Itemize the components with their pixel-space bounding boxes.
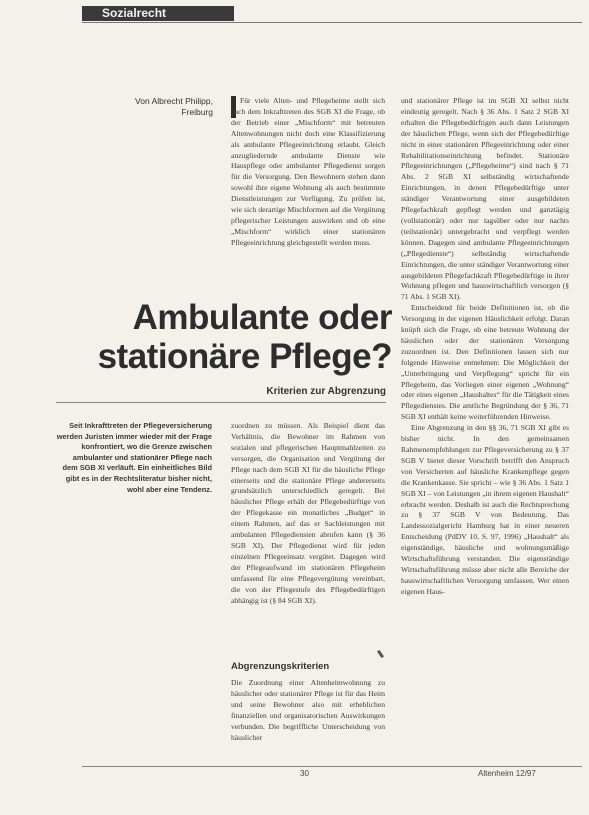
issue-label: Altenheim 12/97 (478, 769, 536, 778)
article-subhead: Kriterien zur Abgrenzung (266, 386, 386, 397)
right-paragraph-1: und stationärer Pflege ist im SGB XI selbst nicht eindeutig geregelt. Nach § 36 Abs. 1 Satz 2 SGB XI erhalten die Pflegebedürftigen auch dann Leistungen der häuslichen Pflege, wenn sich der Pflegebedürftige nicht in einer stationären Pflegeeinrichtung oder einer Rehabilitationseinrichtung befindet. Stationäre Pflegeeinrichtungen („Pflegeheime“) sind nach § 71 Abs. 2 SGB XI selbständig wirtschaftende Einrichtungen, in denen Pflegebedürftige unter ständiger Verantwortung einer ausgebildeten Pflegefachkraft gepflegt werden und ganztägig (vollstationär) oder nur tagsüber oder nur nachts (teilstationär) untergebracht und verpflegt werden können. Dagegen sind ambulante Pflegeeinrichtungen („Pflegedienste“) selbständig wirtschaftende Einrichtungen, die unter ständiger Verantwortung einer ausgebildeten Pflegefachkraft Pflegebedürftige in ihrer Wohnung pflegen und hauswirtschaftlich versorgen (§ 71 Abs. 1 SGB XI). (401, 96, 569, 302)
page-number: 30 (300, 769, 309, 778)
section-heading: Abgrenzungskriterien (231, 661, 330, 672)
author-byline (95, 96, 213, 118)
bottom-rule (82, 766, 582, 767)
headline-line-1: Ambulante oder (132, 298, 392, 337)
section-column (231, 678, 385, 752)
section-paragraph: Die Zuordnung einer Altenheimwohnung zu häuslicher oder stationärer Pflege ist für das Heim und seine Bewohner also mit erheblichen finanziellen und organisatorischen Auswirkungen verbunden. Die begriffliche Unterscheidung von häuslicher (231, 678, 385, 742)
right-paragraph-2: Entscheidend für beide Definitionen ist, ob die Versorgung in der eigenen Häuslichkeit erfolgt. Daran knüpft sich die Frage, ob eine betreute Wohnung der häuslichen oder der stationären Versorgung zuzuordnen ist. Den Definitionen lassen sich nur folgende Hinweise entnehmen: Die Möglichkeit der „Unterbringung und Verpflegung“ spricht für ein Pflegeheim, das Vorliegen einer eigenen „Wohnung“ oder eines eigenen „Haushaltes“ für die Tätigkeit eines Pflegedienstes. Die amtliche Begründung der § 36, 71 SGB XI enthält keine weiterführenden Hinweise. (401, 303, 569, 422)
section-tab: Sozialrecht (82, 6, 234, 21)
subhead-rule (56, 402, 386, 403)
margin-mark (377, 650, 384, 658)
article-headline (92, 298, 392, 376)
right-column (401, 96, 569, 752)
intro-column (231, 96, 385, 274)
intro-paragraph: Für viele Alten- und Pflegeheime stellt sich nach dem Inkrafttreten des SGB XI die Frage, ob der Betrieb einer „Mischform“ mit betreuten Altenwohnungen nicht doch eine Klassifizierung als ambulante Pflegeeinrichtung erlaubt. Gleich anzugliedernde ambulante Dienste wie Hauspflege oder ambulanter Pflegedienst sorgen für die Versorgung. Den Bewohnern stehen dann sowohl ihre eigene Wohnung als auch bestimmte Dienstleistungen zur Verfügung. Zu prüfen ist, wie sich derartige Mischformen auf die Vergütung pflegerischer Leistungen auswirken und ob eine „Mischform“ wirklich einer stationären Pflegeeinrichtung gleichgestellt werden muss. (231, 96, 385, 247)
author-location: Freiburg (181, 107, 213, 117)
right-paragraph-3: Eine Abgrenzung in den §§ 36, 71 SGB XI gibt es bisher nicht. In den gemeinsamen Rahmenempfehlungen zur Pflegeversicherung zu § 37 SGB V bietet dieser Vorschrift betrifft den Anspruch von Versicherten auf häusliche Krankenpflege gegen die Krankenkasse. Sie spricht – wie § 36 Abs. 1 Satz 1 SGB XI – von Leistungen „in ihrem eigenen Haushalt“ erbracht werden. Deshalb ist auch die Rechtsprechung zu § 37 SGB V von Bedeutung. Das Landessozialgericht Hamburg hat in einer neueren Entscheidung (PdDV 10, S. 97, 1996) „Haushalt“ als eigenständige, häusliche und wohnungsmäßige Wirtschaftsführung verstanden. Die eigenständige Wirtschaftsführung müsse aber nicht alle Bereiche der hauswirtschaftlichen Versorgung umfassen. Wer einen eigenen Haus- (401, 423, 569, 596)
author-name: Von Albrecht Philipp, (135, 96, 213, 106)
middle-paragraph: zuordnen zu müssen. Als Beispiel dient das Verhältnis, die Bewohner im Rahmen von sozialen und pflegerischen Hauptmahlzeiten zu versorgen, die Organisation und Vergütung der Pflege nach dem SGB XI für die häusliche Pflege einerseits und die stationäre Pflege andererseits grundsätzlich unterschiedlich geregelt. Bei häuslicher Pflege erhält der Pflegebedürftige von der Pflegekasse ein monatliches „Budget“ in einem Rahmen, auf das er Sachleistungen mit ambulanten Pflegediensten abrufen kann (§ 36 SGB XI). Der Pflegedienst wird für jeden einzelnen Pflegeeinsatz vergütet. Dagegen wird der Pflegeaufwand im stationären Pflegeheim umfassend für eine Pflegevergütung vereinbart, die von der Pflegestufe des Pflegebedürftigen abhängig ist (§ 84 SGB XI). (231, 421, 385, 605)
lead-text: Seit Inkrafttreten der Pflegeversicherung werden Juristen immer wieder mit der Frage konfrontiert, wo die Grenze zwischen ambulanter und stationärer Pflege nach dem SGB XI verläuft. Ein einheitliches Bild gibt es in der Rechtsliteratur bisher nicht, wohl aber eine Tendenz. (56, 421, 212, 494)
middle-column (231, 421, 385, 621)
top-rule (82, 22, 582, 23)
headline-line-2: stationäre Pflege? (97, 337, 392, 376)
